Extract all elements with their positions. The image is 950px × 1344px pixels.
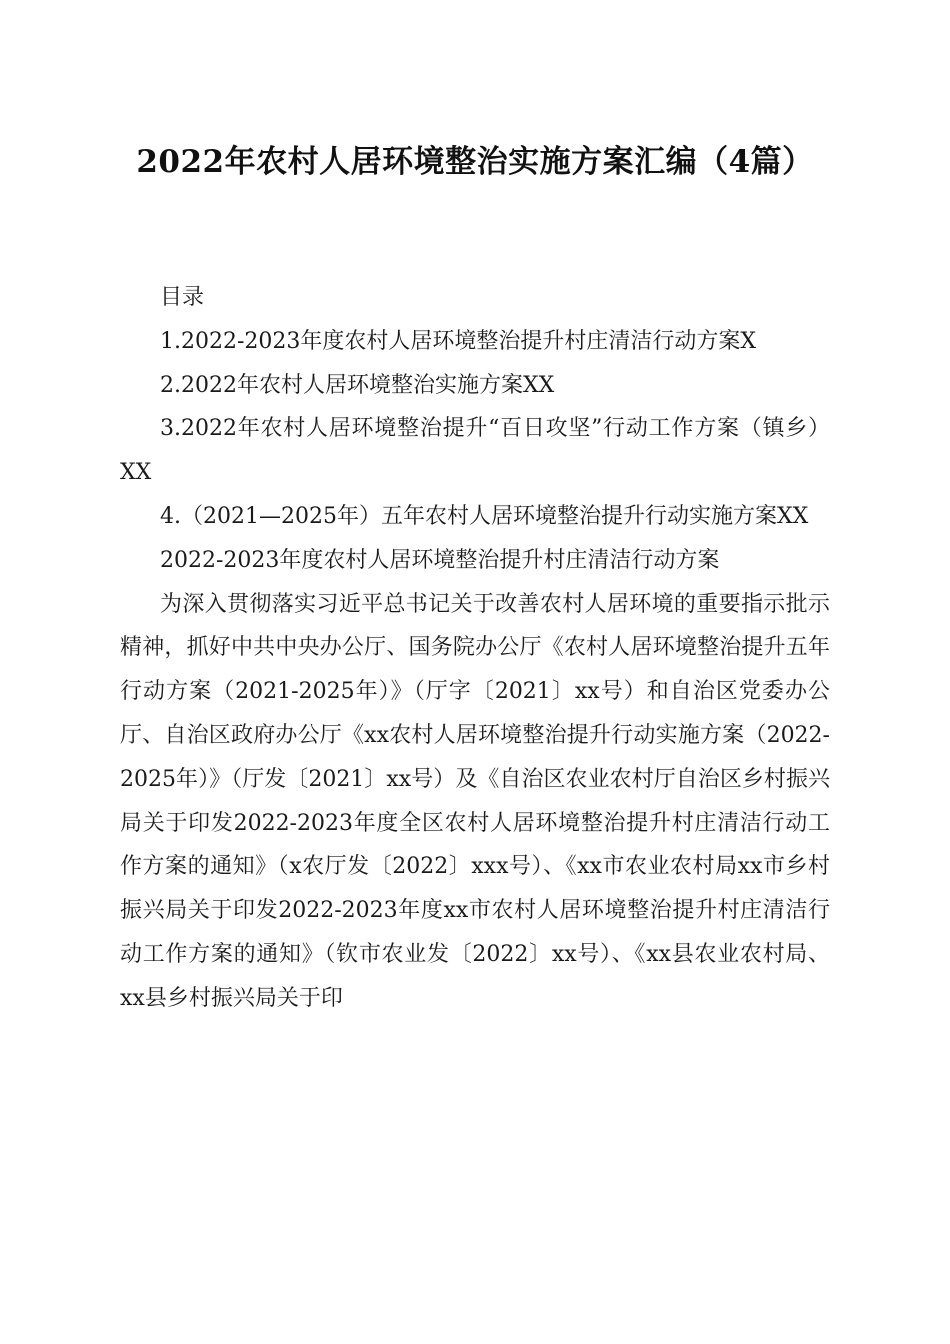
section-title: 2022-2023年度农村人居环境整治提升村庄清洁行动方案 [160, 547, 720, 573]
body-paragraph: 为深入贯彻落实习近平总书记关于改善农村人居环境的重要指示批示精神，抓好中共中央办公厅、国务院办公厅《农村人居环境整治提升五年行动方案（2021-2025年）》（厅字〔2021〕xx号）和自治区党委办公厅、自治区政府办公厅《xx农村人居环境整治提升行动实施方案（2022-2025年）》（厅发〔2021〕xx号）及《自治区农业农村厅自治区乡村振兴局关于印发2022-2023年度全区农村人居环境整治提升村庄清洁行动工作方案的通知》（x农厅发〔2022〕xxx号）、《xx市农业农村局xx市乡村振兴局关于印发2022-2023年度xx市农村人居环境整治提升村庄清洁行动工作方案的通知》（钦市农业发〔2022〕xx号）、《xx县农业农村局、xx县乡村振兴局关于印 [120, 591, 830, 1011]
toc-item-2: 2.2022年农村人居环境整治实施方案XX [160, 372, 555, 398]
toc-heading: 目录 [160, 285, 205, 310]
toc-item-4: 4.（2021—2025年）五年农村人居环境整治提升行动实施方案XX [160, 503, 809, 529]
toc-item-3: 3.2022年农村人居环境整治提升“百日攻坚”行动工作方案（镇乡）XX [120, 416, 830, 486]
document-body [120, 276, 830, 1021]
toc-item-1: 1.2022-2023年度农村人居环境整治提升村庄清洁行动方案X [160, 328, 757, 354]
document-title: 2022年农村人居环境整治实施方案汇编（4篇） [136, 144, 814, 180]
